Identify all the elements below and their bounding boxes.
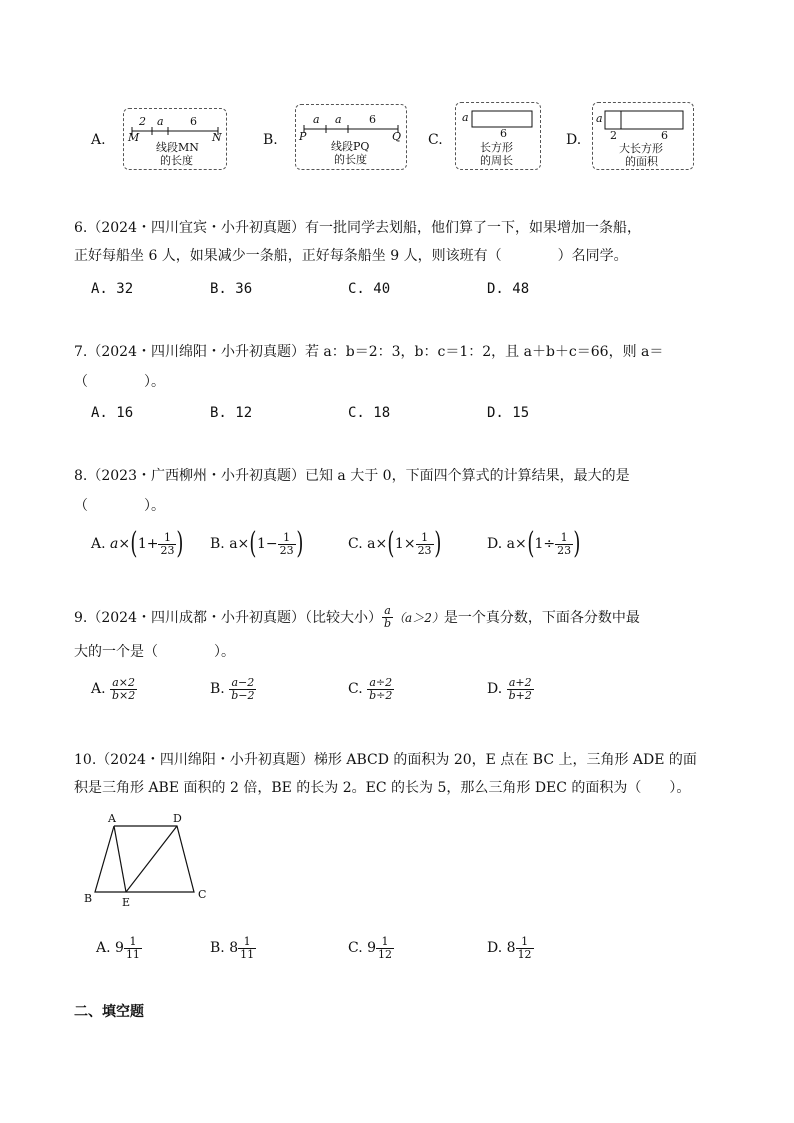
q7-text-line-2: （ ）。 (74, 374, 165, 390)
q9-option-b[interactable] (210, 672, 256, 706)
expr-prefix: a× (229, 536, 250, 552)
rect-side-a: a (462, 111, 469, 124)
fraction: $\frac{1}{23}$ (417, 530, 432, 557)
q6-text-line-1: 6.（2024・四川宜宾・小升初真题）有一批同学去划船，他们算了一下，如果增加一条船， (74, 220, 641, 236)
expr-prefix: a× (367, 536, 388, 552)
point-m: M (128, 131, 140, 144)
q8-option-d[interactable] (487, 526, 581, 562)
fraction: $\frac{1}{23}$ (279, 530, 294, 557)
trapezoid-figure (80, 812, 220, 912)
caption-2: 的周长 (480, 154, 513, 167)
q9-option-d[interactable] (487, 672, 534, 706)
option-label: D. (487, 536, 503, 552)
q9-condition: （a＞2） (393, 610, 444, 625)
caption-2: 的长度 (334, 153, 367, 166)
option-label: D. (487, 681, 503, 697)
right-paren: ) (573, 526, 581, 561)
q8-text-line-1: 8.（2023・广西柳州・小升初真题）已知 a 大于 0，下面四个算式的计算结果，最大的是 (74, 468, 630, 484)
q8-option-b[interactable] (210, 526, 303, 562)
left-paren: ( (387, 526, 395, 561)
caption-1: 大长方形 (619, 142, 663, 155)
option-label: A. (96, 940, 111, 956)
q5-option-a-label[interactable]: A. (91, 132, 106, 148)
q10-option-c[interactable] (348, 930, 394, 966)
caption-2: 的面积 (625, 155, 658, 168)
expr-prefix: a× (110, 536, 131, 552)
q10-option-b[interactable] (210, 930, 256, 966)
fraction: $\frac{1}{11}$ (240, 934, 255, 961)
expr-op: 1+ (137, 536, 159, 552)
q10-option-d[interactable] (487, 930, 534, 966)
fraction: $\frac{1}{23}$ (160, 530, 175, 557)
q5-option-d-label[interactable]: D. (566, 132, 582, 148)
point-n: N (212, 131, 222, 144)
caption-2: 的长度 (160, 154, 193, 167)
q9-suffix: 是一个真分数，下面各分数中最 (443, 610, 640, 626)
seg-label-2: 2 (139, 115, 146, 128)
expr-prefix: a× (506, 536, 527, 552)
q9-prefix: 9.（2024・四川成都・小升初真题）（比较大小） (74, 610, 382, 626)
q7-option-d[interactable]: D. 15 (487, 405, 530, 421)
expr-op: 1÷ (534, 536, 556, 552)
expr-op: 1× (394, 536, 416, 552)
option-label: A. (91, 536, 106, 552)
q9-text-line-2: 大的一个是（ ）。 (74, 644, 235, 660)
option-label: B. (210, 940, 225, 956)
seg-label-6: 6 (369, 113, 376, 126)
fraction-a-over-b: $\frac{a}{b}$ (384, 603, 392, 630)
whole-part: 9 (367, 940, 377, 956)
q8-option-c[interactable] (348, 526, 441, 562)
q5-option-b-label[interactable]: B. (263, 132, 278, 148)
option-label: B. (210, 681, 225, 697)
right-paren: ) (176, 526, 184, 561)
point-c-label: C (198, 888, 207, 901)
right-paren: ) (295, 526, 304, 561)
q6-text-line-2: 正好每船坐 6 人，如果减少一条船，正好每条船坐 9 人，则该班有（ ）名同学。 (74, 248, 628, 264)
q9-option-c[interactable] (348, 672, 394, 706)
fraction: $\frac{a-2}{b-2}$ (231, 675, 255, 702)
q6-option-c[interactable]: C. 40 (348, 281, 391, 297)
left-paren: ( (527, 526, 535, 561)
option-label: C. (348, 536, 363, 552)
q6-option-a[interactable]: A. 32 (91, 281, 134, 297)
q5-option-b-diagram (295, 104, 407, 170)
fraction: $\frac{a+2}{b+2}$ (508, 675, 532, 702)
q5-option-a-diagram (123, 108, 227, 170)
q7-option-a[interactable]: A. 16 (91, 405, 134, 421)
q7-option-b[interactable]: B. 12 (210, 405, 253, 421)
section-heading-fill-in: 二、填空题 (74, 1004, 144, 1020)
left-paren: ( (249, 526, 257, 561)
whole-part: 8 (229, 940, 239, 956)
q7-text-line-1: 7.（2024・四川绵阳・小升初真题）若 a：b＝2：3，b：c＝1：2，且 a＋b＋c＝66，则 a＝ (74, 344, 664, 360)
q6-option-d[interactable]: D. 48 (487, 281, 530, 297)
point-b-label: B (84, 892, 93, 905)
fraction: $\frac{a\times 2}{b\times 2}$ (112, 675, 136, 702)
point-d-label: D (173, 812, 182, 825)
option-label: D. (487, 940, 503, 956)
rect-side-a: a (596, 112, 603, 125)
rect-len-6: 6 (500, 127, 507, 140)
q10-text-line-2: 积是三角形 ABE 面积的 2 倍，BE 的长为 2。EC 的长为 5，那么三角形 DEC 的面积为（ ）。 (74, 780, 691, 796)
q5-option-d-diagram (592, 102, 694, 170)
q5-option-c-label[interactable]: C. (428, 132, 443, 148)
q5-option-c-diagram (455, 102, 541, 170)
q6-option-b[interactable]: B. 36 (210, 281, 253, 297)
fraction: $\frac{1}{12}$ (378, 934, 393, 961)
option-label: A. (91, 681, 106, 697)
caption-1: 线段PQ (331, 140, 370, 153)
rect-len-6: 6 (661, 129, 668, 142)
right-paren: ) (433, 526, 441, 561)
point-e-label: E (122, 896, 131, 909)
caption-1: 长方形 (480, 141, 513, 154)
whole-part: 9 (115, 940, 124, 956)
option-label: B. (210, 536, 225, 552)
fraction: $\frac{1}{23}$ (557, 530, 572, 557)
seg-label-a1: a (313, 113, 320, 126)
option-label: C. (348, 681, 363, 697)
fraction: $\frac{a\div 2}{b\div 2}$ (369, 675, 393, 702)
q10-text-line-1: 10.（2024・四川绵阳・小升初真题）梯形 ABCD 的面积为 20，E 点在 BC 上，三角形 ADE 的面 (74, 752, 697, 768)
fraction: $\frac{1}{11}$ (125, 934, 140, 961)
seg-label-6: 6 (190, 115, 197, 128)
option-label: C. (348, 940, 363, 956)
q9-option-a[interactable] (91, 672, 137, 706)
seg-label-a: a (157, 115, 164, 128)
caption-1: 线段MN (156, 141, 199, 154)
q10-option-a[interactable] (96, 930, 142, 966)
q8-text-line-2: （ ）。 (74, 498, 165, 514)
q8-option-a[interactable] (91, 526, 184, 562)
left-paren: ( (130, 526, 138, 561)
rect-len-2: 2 (610, 129, 617, 142)
point-q: Q (392, 130, 402, 143)
expr-op: 1− (257, 536, 278, 552)
fraction: $\frac{1}{12}$ (517, 934, 532, 961)
seg-label-a2: a (335, 113, 342, 126)
point-p: P (299, 130, 307, 143)
point-a-label: A (108, 812, 116, 825)
q9-text-line-1 (74, 602, 640, 632)
whole-part: 8 (506, 940, 516, 956)
q7-option-c[interactable]: C. 18 (348, 405, 391, 421)
